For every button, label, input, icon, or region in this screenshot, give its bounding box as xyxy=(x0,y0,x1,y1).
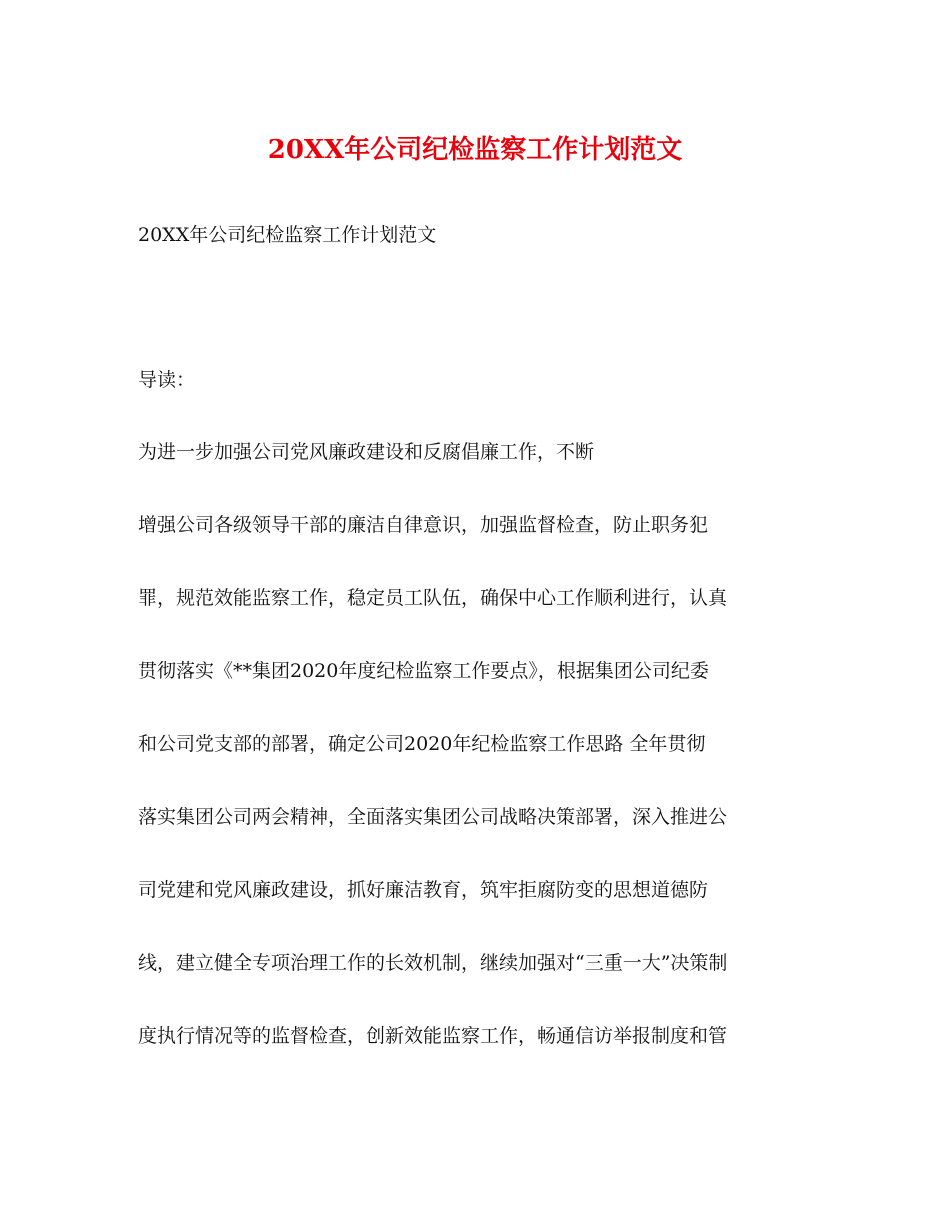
document-title: 20XX年公司纪检监察工作计划范文 xyxy=(267,135,683,165)
body-line: 贯彻落实《**集团2020年度纪检监察工作要点》，根据集团公司纪委 xyxy=(138,660,709,682)
intro-label: 导读： xyxy=(138,369,196,391)
body-line: 罪，规范效能监察工作，稳定员工队伍，确保中心工作顺利进行，认真 xyxy=(138,587,728,609)
body-line: 和公司党支部的部署，确定公司2020年纪检监察工作思路 全年贯彻 xyxy=(138,733,706,755)
body-line: 线，建立健全专项治理工作的长效机制，继续加强对“三重一大”决策制 xyxy=(138,952,728,974)
body-line: 为进一步加强公司党风廉政建设和反腐倡廉工作，不断 xyxy=(138,441,595,463)
body-line: 增强公司各级领导干部的廉洁自律意识，加强监督检查，防止职务犯 xyxy=(138,514,709,536)
body-line: 落实集团公司两会精神，全面落实集团公司战略决策部署，深入推进公 xyxy=(138,806,728,828)
body-line: 度执行情况等的监督检查，创新效能监察工作，畅通信访举报制度和管 xyxy=(138,1025,728,1047)
body-text xyxy=(138,437,828,1094)
document-subtitle: 20XX年公司纪检监察工作计划范文 xyxy=(138,224,437,246)
body-line: 司党建和党风廉政建设，抓好廉洁教育，筑牢拒腐防变的思想道德防 xyxy=(138,879,709,901)
